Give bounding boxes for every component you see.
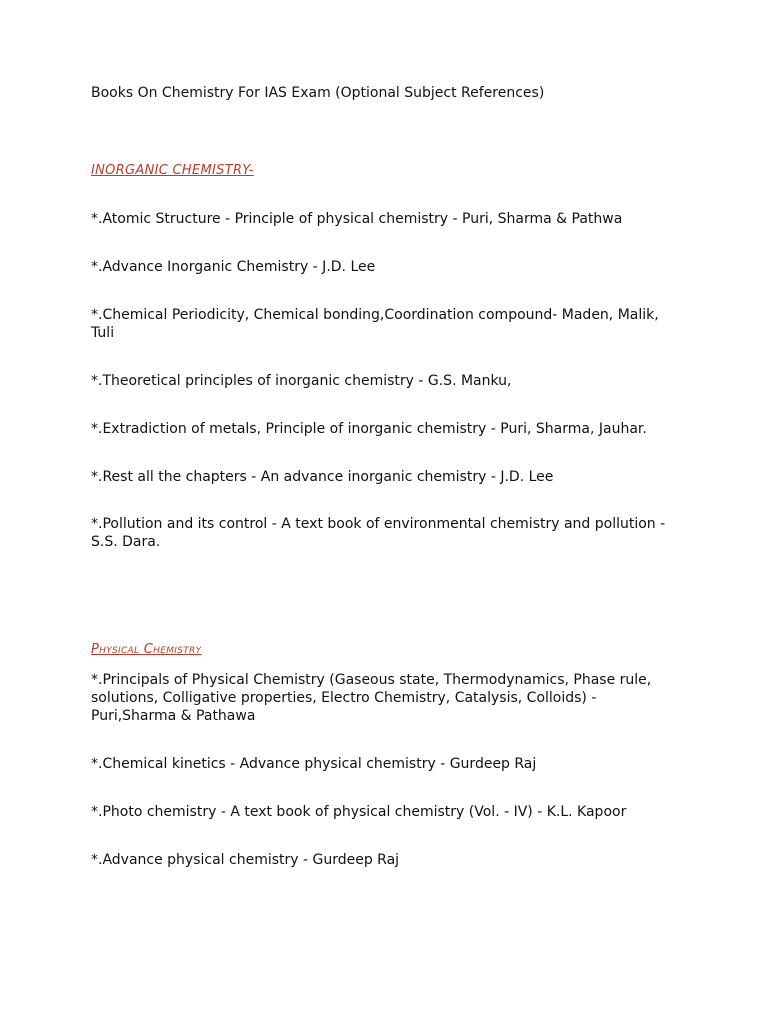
list-item: *.Theoretical principles of inorganic chemistry - G.S. Manku, — [91, 373, 512, 389]
list-item: *.Rest all the chapters - An advance inorganic chemistry - J.D. Lee — [91, 469, 554, 485]
list-item: *.Principals of Physical Chemistry (Gaseous state, Thermodynamics, Phase rule, solutions, Colligative properties, Electro Chemistry, Catalysis, Colloids) - Puri,Sharma & Pathawa — [91, 672, 652, 724]
list-item: *.Extradiction of metals, Principle of inorganic chemistry - Puri, Sharma, Jauhar. — [91, 421, 647, 437]
section-heading-physical: Physical Chemistry — [91, 642, 202, 657]
list-item: *.Atomic Structure - Principle of physical chemistry - Puri, Sharma & Pathwa — [91, 211, 623, 227]
list-item: *.Chemical kinetics - Advance physical chemistry - Gurdeep Raj — [91, 756, 537, 772]
list-item: *.Pollution and its control - A text book of environmental chemistry and pollution - S.S. Dara. — [91, 516, 666, 550]
list-item: *.Advance Inorganic Chemistry - J.D. Lee — [91, 259, 376, 275]
document-title: Books On Chemistry For IAS Exam (Optional Subject References) — [91, 85, 545, 101]
list-item: *.Advance physical chemistry - Gurdeep Raj — [91, 852, 400, 868]
section-heading-inorganic: INORGANIC CHEMISTRY- — [91, 163, 254, 178]
list-item: *.Chemical Periodicity, Chemical bonding,Coordination compound- Maden, Malik, Tuli — [91, 307, 659, 341]
list-item: *.Photo chemistry - A text book of physical chemistry (Vol. - IV) - K.L. Kapoor — [91, 804, 627, 820]
